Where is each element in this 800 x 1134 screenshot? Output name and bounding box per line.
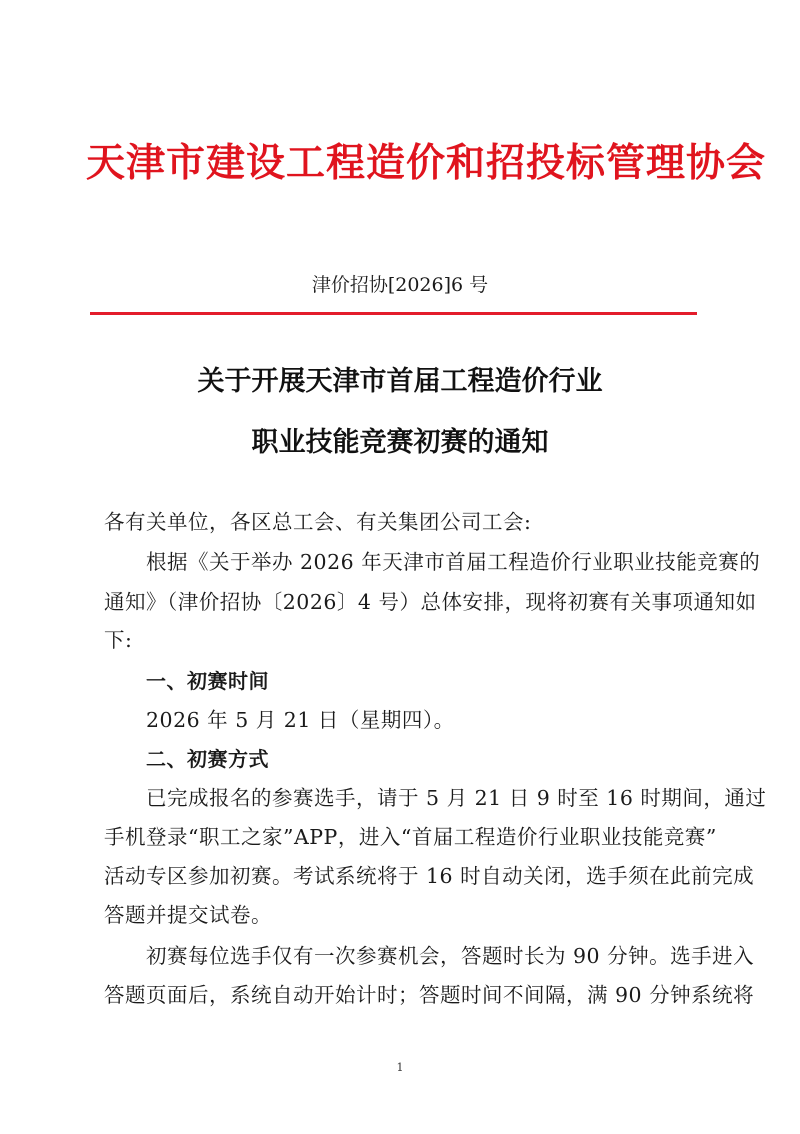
section-1-heading: 一、初赛时间 [146,669,269,693]
intro-line-2: 通知》（津价招协〔2026〕4 号）总体安排，现将初赛有关事项通知如 [104,590,757,614]
organization-header: 天津市建设工程造价和招投标管理协会 [86,140,767,186]
section-2-para2-line-1: 初赛每位选手仅有一次参赛机会，答题时长为 90 分钟。选手进入 [146,944,755,968]
red-divider [90,312,697,315]
document-title-line-1: 关于开展天津市首届工程造价行业 [197,366,603,397]
document-number: 津价招协[2026]6 号 [311,274,489,296]
section-2-heading: 二、初赛方式 [146,747,269,771]
section-2-para1-line-1: 已完成报名的参赛选手，请于 5 月 21 日 9 时至 16 时期间，通过 [146,786,767,810]
document-title-line-2: 职业技能竞赛初赛的通知 [251,427,549,458]
section-2-para1-line-4: 答题并提交试卷。 [104,903,272,927]
salutation: 各有关单位，各区总工会、有关集团公司工会: [104,510,532,534]
intro-line-1: 根据《关于举办 2026 年天津市首届工程造价行业职业技能竞赛的 [146,550,761,574]
section-2-para1-line-3: 活动专区参加初赛。考试系统将于 16 时自动关闭，选手须在此前完成 [104,864,755,888]
page-number: 1 [396,1061,404,1074]
intro-line-3: 下: [104,628,133,652]
section-2-para1-line-2: 手机登录“职工之家”APP，进入“首届工程造价行业职业技能竞赛” [104,825,717,849]
section-1-text: 2026 年 5 月 21 日（星期四）。 [146,708,455,732]
section-2-para2-line-2: 答题页面后，系统自动开始计时；答题时间不间隔，满 90 分钟系统将 [104,983,755,1007]
